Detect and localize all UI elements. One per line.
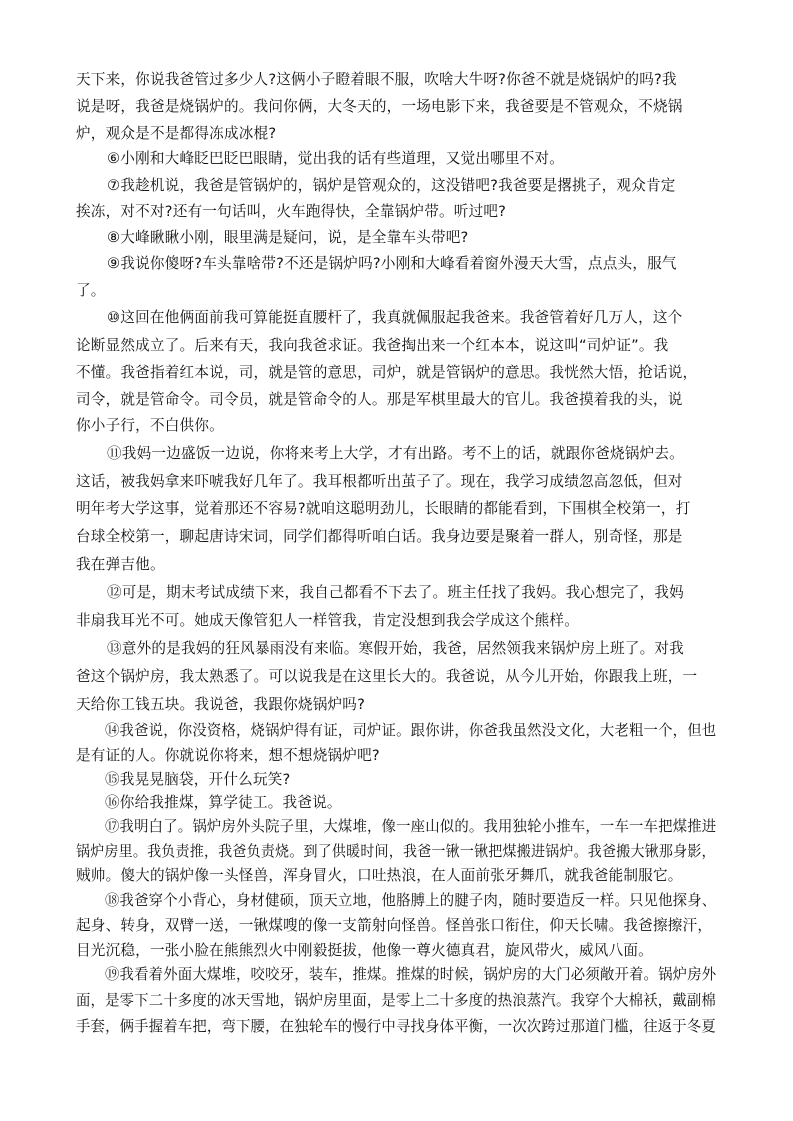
text-line: ⑯你给我推煤，算学徒工。我爸说。 [105,794,342,811]
text-line: ⑩这回在他俩面前我可算能挺直腰杆了，我真就佩服起我爸来。我爸管着好几万人，这个 [107,309,683,326]
text-line: 挨冻，对不对?还有一句话叫，火车跑得快，全靠锅炉带。听过吧? [76,203,507,220]
text-line: 起身、转身，双臂一送，一锹煤嗖的像一支箭射向怪兽。怪兽张口衔住，仰天长啸。我爸擦擦汗， [76,917,713,934]
text-line: 目光沉稳，一张小脸在熊熊烈火中刚毅挺拔，他像一尊火德真君，旋风带火，威风八面。 [76,942,653,959]
text-line: ⑫可是，期末考试成绩下来，我自己都看不下去了。班主任找了我妈。我心想完了，我妈 [107,584,684,601]
text-line: ⑰我明白了。锅炉房外头院子里，大煤堆，像一座山似的。我用独轮小推车，一车一车把煤推进 [105,818,717,835]
text-line: 贼帅。傻大的锅炉像一头怪兽，浑身冒火，口吐热浪，在人面前张牙舞爪，就我爸能制服它。 [76,867,683,884]
text-line: 了。 [76,282,106,299]
text-line: ⑲我看着外面大煤堆，咬咬牙，装车，推煤。推煤的时候，锅炉房的大门必须敞开着。锅炉房外 [105,966,717,983]
text-line: ⑭我爸说，你没资格，烧锅炉得有证，司炉证。跟你讲，你爸我虽然没文化，大老粗一个，但也 [105,722,717,739]
text-line: ⑱我爸穿个小背心，身材健硕，顶天立地，他胳膊上的腱子肉，随时要造反一样。只见他探身、 [105,892,717,909]
text-line: ⑨我说你傻呀?车头靠啥带?不还是锅炉吗?小刚和大峰看着窗外漫天大雪，点点头，服气 [107,255,677,272]
text-line: 这话，被我妈拿来吓唬我好几年了。我耳根都听出茧子了。现在，我学习成绩忽高忽低，但对 [76,473,683,490]
text-line: 天给你工钱五块。我说爸，我跟你烧锅炉吗? [76,696,366,713]
text-line: ⑬意外的是我妈的狂风暴雨没有来临。寒假开始，我爸，居然领我来锅炉房上班了。对我 [107,640,684,657]
text-line: 司令，就是管命令。司令员，就是管命令的人。那是军棋里最大的官儿。我爸摸着我的头，说 [76,391,683,408]
text-line: ⑮我晃晃脑袋，开什么玩笑? [105,771,291,788]
text-line: 锅炉房里。我负责推，我爸负责烧。到了供暖时间，我爸一锹一锹把煤搬进锅炉。我爸搬大锹那身影， [76,843,716,860]
text-line: 是有证的人。你就说你将来，想不想烧锅炉吧? [76,747,380,764]
text-line: 说是呀，我爸是烧锅炉的。我问你俩，大冬天的，一场电影下来，我爸要是不管观众，不烧锅 [76,98,683,115]
text-line: 我在弹吉他。 [76,556,165,573]
text-line: ⑪我妈一边盛饭一边说，你将来考上大学，才有出路。考不上的话，就跟你爸烧锅炉去。 [107,445,684,462]
text-line: 你小子行，不白供你。 [76,417,224,434]
text-line: 不懂。我爸指着红本说，司，就是管的意思，司炉，就是管锅炉的意思。我恍然大悟，抢话说， [76,364,698,381]
text-line: 论断显然成立了。后来有天，我向我爸求证。我爸掏出来一个红本本，说这叫“司炉证”。我 [76,337,669,354]
text-line: 台球全校第一，聊起唐诗宋词，同学们都得听咱白话。我身边要是聚着一群人，别奇怪，那是 [76,528,683,545]
text-line: ⑥小刚和大峰眨巴眨巴眼睛，觉出我的话有些道理，又觉出哪里不对。 [107,150,565,167]
text-line: 明年考大学这事，觉着那还不容易?就咱这聪明劲儿，长眼睛的都能看到，下围棋全校第一，打 [76,500,691,517]
text-line: 天下来，你说我爸管过多少人?这俩小子瞪着眼不服，吹啥大牛呀?你爸不就是烧锅炉的吗?我 [76,71,677,88]
text-line: 手套，俩手握着车把，弯下腰，在独轮车的慢行中寻找身体平衡，一次次跨过那道门槛，往返于冬夏 [76,1018,716,1035]
text-line: 炉，观众是不是都得冻成冰棍? [76,125,277,142]
text-line: ⑧大峰瞅瞅小刚，眼里满是疑问，说，是全靠车头带吧? [107,229,469,246]
text-line: 爸这个锅炉房，我太熟悉了。可以说我是在这里长大的。我爸说，从今儿开始，你跟我上班，一 [76,668,698,685]
text-line: 非扇我耳光不可。她成天像管犯人一样管我，肯定没想到我会学成这个熊样。 [76,612,579,629]
text-line: 面，是零下二十多度的冰天雪地，锅炉房里面，是零上二十多度的热浪蒸汽。我穿个大棉袄，戴副棉 [76,992,716,1009]
text-line: ⑦我趁机说，我爸是管锅炉的，锅炉是管观众的，这没错吧?我爸要是撂挑子，观众肯定 [107,177,676,194]
